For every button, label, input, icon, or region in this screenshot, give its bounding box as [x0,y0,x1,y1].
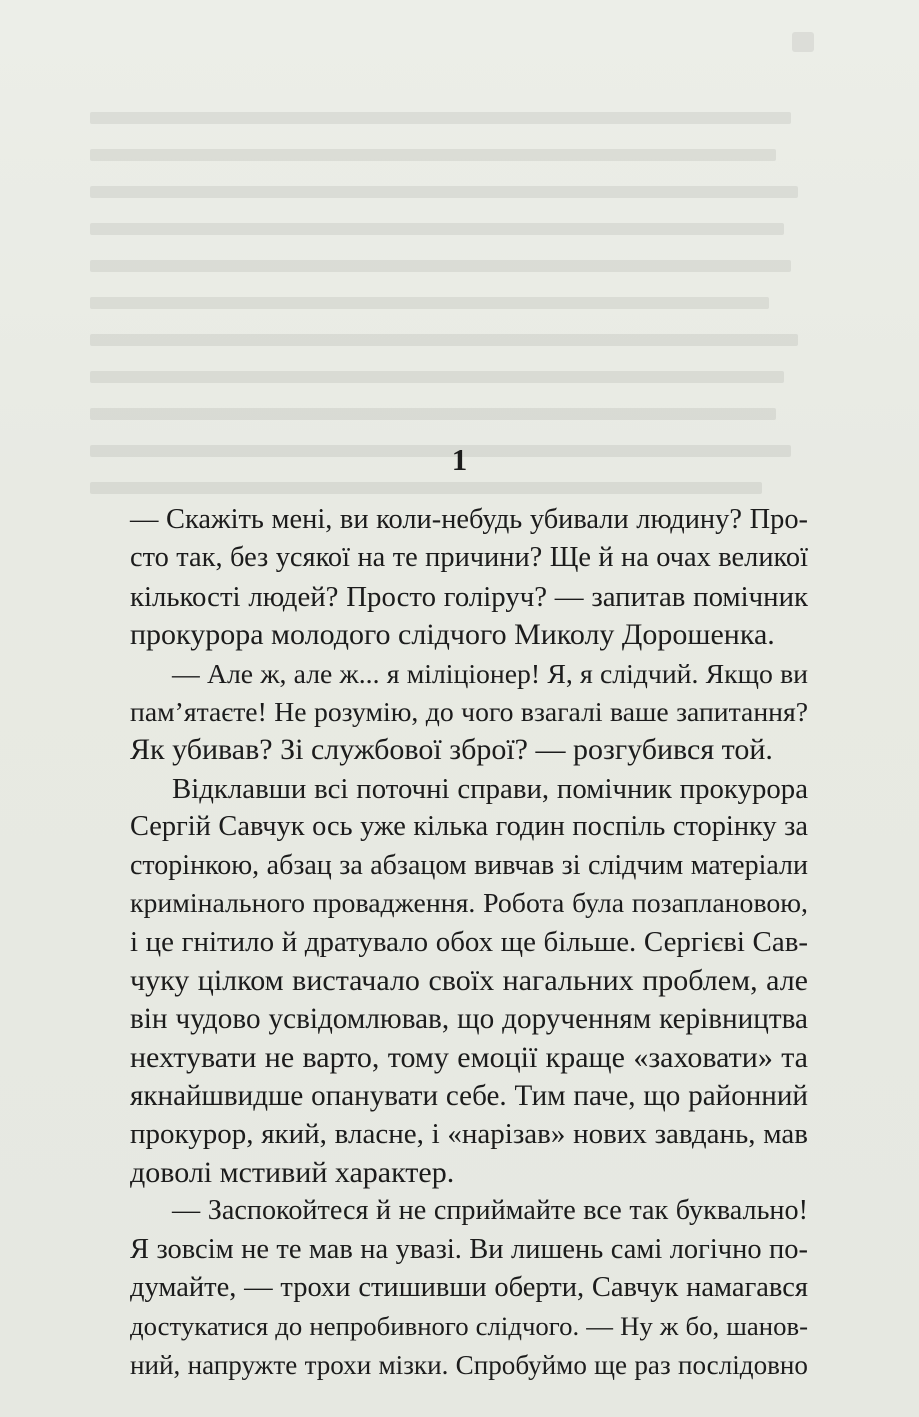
text-line: — Скажіть мені, ви коли-небудь убивали людину? Про- [130,504,808,535]
text-line: Сергій Савчук ось уже кілька годин поспіль сторінку за [130,811,808,843]
text-line: він чудово усвідомлював, що дорученням керівництва [130,1003,808,1036]
text-line: ний, напружте трохи мізки. Спробуймо ще раз послідовно [130,1349,808,1380]
text-line: кількості людей? Просто голіруч? — запитав помічник [130,580,808,613]
text-line: достукатися до непробивного слідчого. — Ну ж бо, шанов- [130,1311,808,1342]
text-line: кримінального провадження. Робота була позаплановою, [130,888,808,919]
text-line: — Але ж, але ж... я міліціонер! Я, я слідчий. Якщо ви [172,657,808,689]
text-line: сторінкою, абзац за абзацом вивчав зі слідчим матеріали [130,849,808,881]
text-line: доволі мстивий характер. [130,1155,455,1189]
text-line: чуку цілком вистачало своїх нагальних проблем, але [130,963,808,997]
text-line: прокурор, який, власне, і «нарізав» нових завдань, мав [130,1118,808,1151]
text-line: якнайшвидше опанувати себе. Тим паче, що районний [130,1080,808,1112]
text-line: прокурора молодого слідчого Миколу Дорошенка. [130,618,775,652]
text-line: Як убивав? Зі службової зброї? — розгубився той. [130,733,773,767]
text-line: Я зовсім не те мав на увазі. Ви лишень самі логічно по- [130,1233,808,1265]
text-line: і це гнітило й дратувало обох ще більше. Сергієві Сав- [130,926,808,959]
text-line: пам’ятаєте! Не розумію, до чого взагалі ваше запитання? [130,696,808,727]
text-line: сто так, без усякої на те причини? Ще й на очах великої [130,542,808,574]
chapter-number: 1 [451,442,468,477]
text-line: Відклавши всі поточні справи, помічник прокурора [172,772,808,805]
text-line: думайте, — трохи стишивши оберти, Савчук намагався [130,1272,808,1303]
reverse-page-number-shadow [792,32,814,52]
reverse-page-show-through [90,30,820,510]
text-line: — Заспокойтеся й не сприймайте все так буквально! [172,1195,808,1227]
text-line: нехтувати не варто, тому емоції краще «заховати» та [130,1040,808,1074]
